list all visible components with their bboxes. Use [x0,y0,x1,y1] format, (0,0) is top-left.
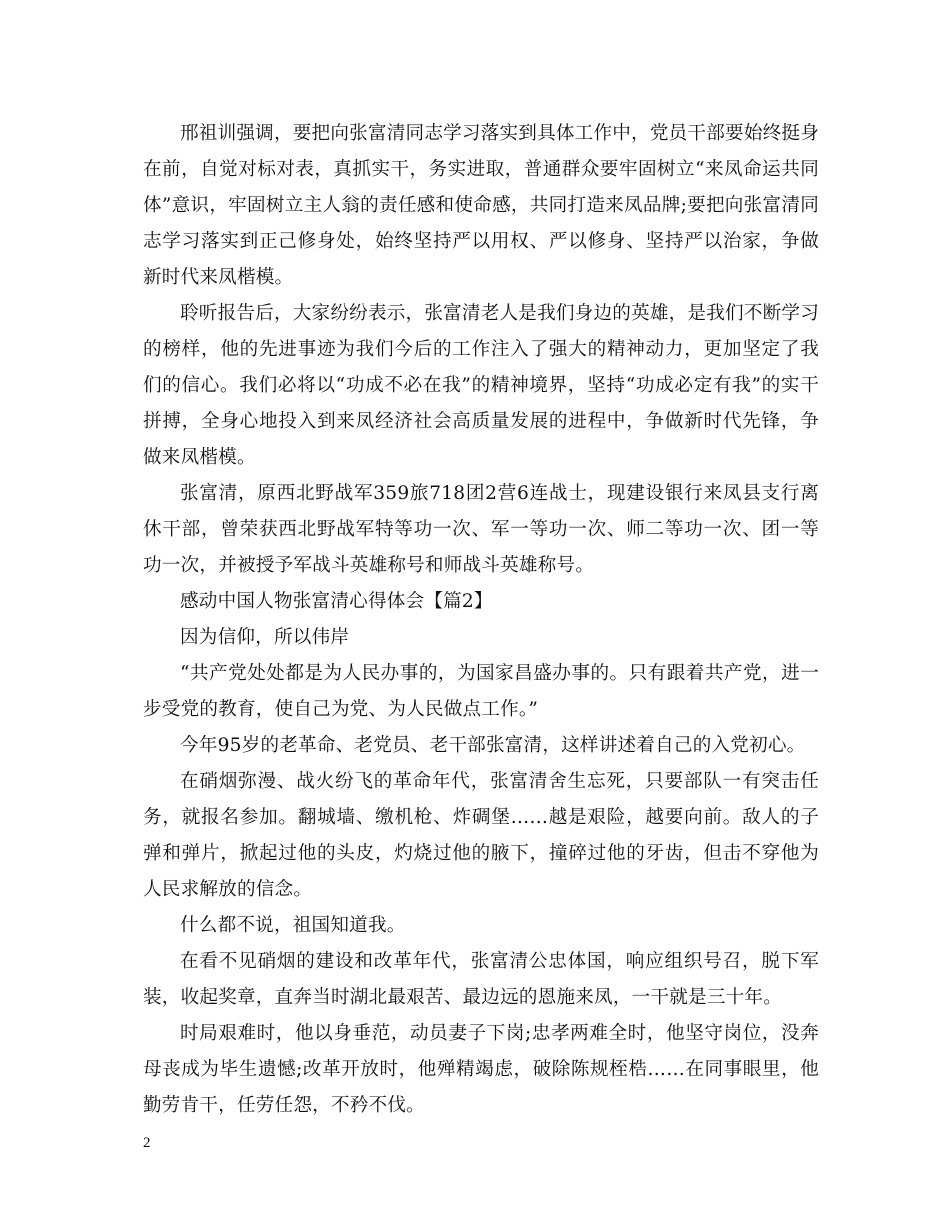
section-subtitle: 因为信仰，所以伟岸 [180,627,350,648]
paragraph: 什么都不说，祖国知道我。 [180,915,406,936]
paragraph: 聆听报告后，大家纷纷表示，张富清老人是我们身边的英雄，是我们不断学习的榜样，他的先进事迹为我们今后的工作注入了强大的精神动力，更加坚定了我们的信心。我们必将以“功成不必在我”的精神境界，坚持“功成必定有我”的实干拼搏，全身心地投入到来凤经济社会高质量发展的进程中，争做新时代先锋，争做来凤楷模。 [143,303,819,468]
paragraph: 在看不见硝烟的建设和改革年代，张富清公忠体国，响应组织号召，脱下军装，收起奖章，直奔当时湖北最艰苦、最边远的恩施来凤，一干就是三十年。 [143,951,819,1008]
document-body [143,116,819,1124]
paragraph: 今年95岁的老革命、老党员、老干部张富清，这样讲述着自己的入党初心。 [180,735,806,756]
paragraph: “共产党处处都是为人民办事的，为国家昌盛办事的。只有跟着共产党，进一步受党的教育，使自己为党、为人民做点工作。” [143,663,819,720]
paragraph: 张富清，原西北野战军359旅718团2营6连战士，现建设银行来凤县支行离休干部，曾荣获西北野战军特等功一次、军一等功一次、师二等功一次、团一等功一次，并被授予军战斗英雄称号和师战斗英雄称号。 [143,483,819,576]
section-heading: 感动中国人物张富清心得体会【篇2】 [180,591,493,612]
paragraph: 在硝烟弥漫、战火纷飞的革命年代，张富清舍生忘死，只要部队一有突击任务，就报名参加。翻城墙、缴机枪、炸碉堡……越是艰险，越要向前。敌人的子弹和弹片，掀起过他的头皮，灼烧过他的腋下，撞碎过他的牙齿，但击不穿他为人民求解放的信念。 [143,771,819,900]
paragraph: 时局艰难时，他以身垂范，动员妻子下岗;忠孝两难全时，他坚守岗位，没奔母丧成为毕生遗憾;改革开放时，他殚精竭虑，破除陈规桎梏……在同事眼里，他勤劳肯干，任劳任怨，不矜不伐。 [143,1023,819,1116]
paragraph: 邢祖训强调，要把向张富清同志学习落实到具体工作中，党员干部要始终挺身在前，自觉对标对表，真抓实干，务实进取，普通群众要牢固树立“来凤命运共同体”意识，牢固树立主人翁的责任感和使命感，共同打造来凤品牌;要把向张富清同志学习落实到正己修身处，始终坚持严以用权、严以修身、坚持严以治家，争做新时代来凤楷模。 [143,123,819,288]
page-number: 2 [143,1135,151,1151]
